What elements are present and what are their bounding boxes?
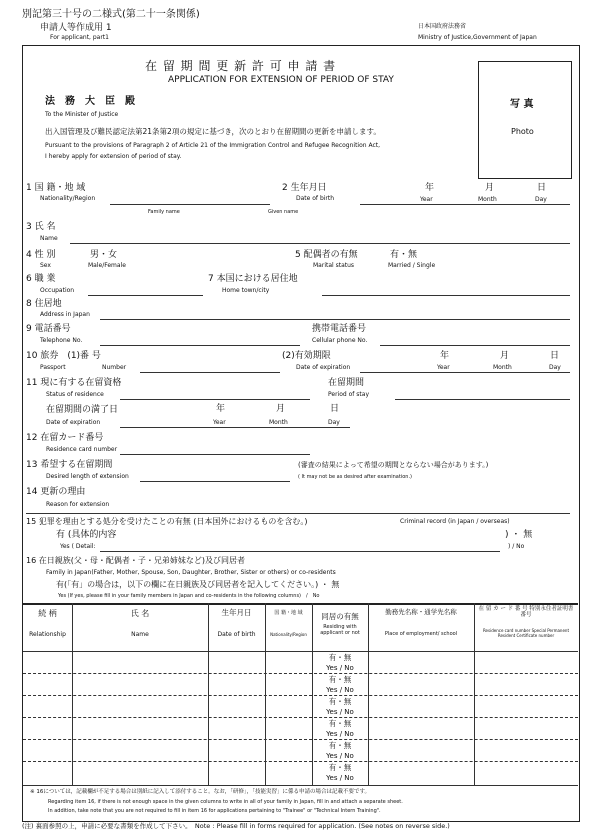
field15-no-en: ) / No <box>508 543 525 550</box>
field15-yes-jp[interactable]: 有 (具体的内容 <box>56 530 117 540</box>
row-cohab-jp[interactable]: 有・無 <box>328 741 352 750</box>
field8-line[interactable] <box>100 319 570 320</box>
f11-day-jp: 日 <box>330 404 340 414</box>
field2-label-jp: 2 生年月日 <box>282 183 327 193</box>
header-relationship-jp: 続 柄 <box>38 609 57 618</box>
field6-line[interactable] <box>88 295 203 296</box>
title-en: APPLICATION FOR EXTENSION OF PERIOD OF STAY <box>168 75 394 85</box>
table-bottom-line <box>23 785 578 786</box>
field12-label-en: Residence card number <box>46 446 118 453</box>
field9b-label-en: Cellular phone No. <box>312 337 368 344</box>
f10-year-en: Year <box>437 364 450 371</box>
footnote-1: ※ 16については，記載欄が不足する場合は別紙に記入して添付すること。なお，「研修」，「技能実習」に係る申請の場合は記載不要です。 <box>30 789 371 795</box>
row-divider <box>23 717 578 718</box>
field4-label-en: Sex <box>40 262 51 269</box>
field14-label-en: Reason for extension <box>46 501 110 508</box>
field13-label-en: Desired length of extension <box>46 473 129 480</box>
field13-line[interactable] <box>140 481 290 482</box>
field15-detail-line[interactable] <box>100 551 500 552</box>
field5-options[interactable]: 有・無 <box>390 250 418 260</box>
field15-label-jp: 15 犯罪を理由とする処分を受けたことの有無 (日本国外におけるものを含む。) <box>26 517 308 526</box>
field13-note-jp: (審査の結果によって希望の期間とならない場合があります。) <box>298 461 489 469</box>
field6-label-en: Occupation <box>40 287 75 294</box>
title-jp: 在 留 期 間 更 新 許 可 申 請 書 <box>145 59 337 73</box>
field4-options-en: Male/Female <box>88 262 126 269</box>
field11c-label-en: Date of expiration <box>46 419 101 426</box>
field10-number-en: Number <box>102 364 127 371</box>
field1-line[interactable] <box>110 204 270 205</box>
row-cohab-en: Yes / No <box>326 752 354 760</box>
field15-yes-en: Yes ( Detail: <box>60 543 96 550</box>
addressee-en: To the Minister of Justice <box>45 111 119 118</box>
f10-day-jp: 日 <box>550 351 560 361</box>
year-jp: 年 <box>425 183 435 193</box>
field11-line[interactable] <box>120 399 310 400</box>
field5-label-en: Marital status <box>313 262 355 269</box>
field15-label-en: Criminal record (in Japan / overseas) <box>400 518 510 525</box>
month-jp: 月 <box>485 183 495 193</box>
footnote-2: Regarding item 16, if there is not enough space in the given columns to write in all of your family in Japan, fill in and attach a separate sheet. <box>48 799 403 805</box>
field3-label-en: Name <box>40 235 58 242</box>
field13-label-jp: 13 希望する在留期間 <box>26 460 113 470</box>
field7-label-en: Home town/city <box>222 287 270 294</box>
field16-label-jp: 16 在日親族(父・母・配偶者・子・兄弟姉妹など)及び同居者 <box>26 556 245 565</box>
photo-en: Photo <box>511 127 534 136</box>
row-cohab-jp[interactable]: 有・無 <box>328 675 352 684</box>
row-cohab-en: Yes / No <box>326 708 354 716</box>
row-cohab-en: Yes / No <box>326 686 354 694</box>
row-divider <box>23 673 578 674</box>
header-employment-en: Place of employment/ school <box>384 631 458 637</box>
field3-line[interactable] <box>70 243 570 244</box>
header-card-jp: 在 留 カ ー ド 番 号 特別永住者証明書番号 <box>478 606 574 619</box>
field4-options[interactable]: 男・女 <box>90 250 118 260</box>
field15-no-jp[interactable]: ) ・ 無 <box>505 530 533 540</box>
field9-label-en: Telephone No. <box>40 337 83 344</box>
row-cohab-en: Yes / No <box>326 774 354 782</box>
field4-label-jp: 4 性 別 <box>26 250 56 260</box>
row-cohab-jp[interactable]: 有・無 <box>328 697 352 706</box>
header-cohab-en: Residing with applicant or not <box>320 624 360 636</box>
year-en: Year <box>420 196 433 203</box>
header-nationality-jp: 国 籍・地 域 <box>274 610 303 616</box>
field16-yesno-en: Yes (If yes, please fill in your family members in Japan and co-residents in the following columns) / No <box>58 593 320 599</box>
field7-label-jp: 7 本国における居住地 <box>208 274 298 284</box>
footnote-3: In addition, take note that you are not required to fill in item 16 for applications pertaining to "Trainee" or "Technical Intern Training". <box>48 808 381 814</box>
preamble-en2: I hereby apply for extension of period of stay. <box>45 153 182 160</box>
month-en: Month <box>478 196 497 203</box>
f11-day-en: Day <box>328 419 340 426</box>
f11-year-jp: 年 <box>216 404 226 414</box>
field9-label-jp: 9 電話番号 <box>26 324 71 334</box>
f10-month-en: Month <box>493 364 512 371</box>
table-col-divider <box>265 603 266 785</box>
header-name-jp: 氏 名 <box>130 609 150 618</box>
field8-label-en: Address in Japan <box>40 311 90 318</box>
row-cohab-jp[interactable]: 有・無 <box>328 653 352 662</box>
field16-label-en: Family in Japan(Father, Mother, Spouse, Son, Daughter, Brother, Sister or others) or co-residents <box>46 569 336 576</box>
field10b-label-en: Date of expiration <box>296 364 351 371</box>
field5-options-en: Married / Single <box>388 262 436 269</box>
field10-label-en: Passport <box>40 364 66 371</box>
row-cohab-jp[interactable]: 有・無 <box>328 719 352 728</box>
table-top-line <box>23 603 578 605</box>
field11-label-en: Status of residence <box>46 391 104 398</box>
field11b-label-en: Period of stay <box>328 391 370 398</box>
day-en: Day <box>535 196 547 203</box>
day-jp: 日 <box>537 183 547 193</box>
field14-label-jp: 14 更新の理由 <box>26 487 86 497</box>
header-nationality-en: Nationality/Region <box>270 632 307 637</box>
f11-month-en: Month <box>269 419 288 426</box>
header-name-en: Name <box>131 631 149 638</box>
photo-box <box>478 61 572 179</box>
gov-en: Ministry of Justice,Government of Japan <box>418 34 537 41</box>
field14-line[interactable] <box>26 513 570 514</box>
applicant-label-jp: 申請人等作成用 1 <box>40 23 112 33</box>
field11c-line[interactable] <box>120 427 350 428</box>
header-relationship-en: Relationship <box>29 631 66 638</box>
field10-label-jp: 10 旅券 (1)番 号 <box>26 351 101 361</box>
table-header-line <box>23 651 578 652</box>
table-col-divider <box>72 603 73 785</box>
f11-month-jp: 月 <box>276 404 286 414</box>
f10-year-jp: 年 <box>440 351 450 361</box>
field2-line[interactable] <box>360 204 570 205</box>
field10-line[interactable] <box>140 372 280 373</box>
applicant-label-en: For applicant, part1 <box>50 34 109 41</box>
field1-label-en: Nationality/Region <box>40 195 96 202</box>
field5-label-jp: 5 配偶者の有無 <box>295 250 358 260</box>
row-cohab-jp[interactable]: 有・無 <box>328 763 352 772</box>
field9b-line[interactable] <box>380 345 570 346</box>
field3-label-jp: 3 氏 名 <box>26 222 56 232</box>
field11b-label-jp: 在留期間 <box>328 378 365 388</box>
row-divider <box>23 739 578 740</box>
field7-line[interactable] <box>322 295 570 296</box>
header-dob-en: Date of birth <box>217 631 256 638</box>
field11b-line[interactable] <box>395 399 570 400</box>
field9b-label-jp: 携帯電話番号 <box>312 324 367 334</box>
field12-label-jp: 12 在留カード番号 <box>26 433 104 443</box>
preamble-jp: 出入国管理及び難民認定法第21条第2項の規定に基づき，次のとおり在留期間の更新を申請します。 <box>45 127 381 136</box>
row-cohab-en: Yes / No <box>326 664 354 672</box>
field12-line[interactable] <box>120 454 310 455</box>
preamble-en1: Pursuant to the provisions of Paragraph 2 of Article 21 of the Immigration Control and Refugee Recognition Act, <box>45 142 381 149</box>
field11-label-jp: 11 現に有する在留資格 <box>26 378 122 388</box>
field1-label-jp: 1 国 籍・地 域 <box>26 183 86 193</box>
row-divider <box>23 695 578 696</box>
field10b-label-jp: (2)有効期限 <box>282 351 331 361</box>
photo-jp: 写 真 <box>510 99 534 110</box>
f10-day-en: Day <box>549 364 561 371</box>
table-col-divider <box>208 603 209 785</box>
header-employment-jp: 勤務先名称・通学先名称 <box>385 608 457 616</box>
footnote-note: (注) 裏面参照の上，申請に必要な書類を作成して下さい。 Note : Please fill in forms required for application. (See notes on reverse side.) <box>22 822 450 830</box>
field13-note-en: ( It may not be as desired after examination.) <box>298 474 412 480</box>
field8-label-jp: 8 住居地 <box>26 299 62 309</box>
row-divider <box>23 761 578 762</box>
field16-yesno-jp[interactable]: 有(「有」の場合は，以下の欄に在日親族及び同居者を記入してください。) ・ 無 <box>56 580 340 589</box>
header-dob-jp: 生年月日 <box>221 608 252 617</box>
field11c-label-jp: 在留期間の満了日 <box>46 405 119 415</box>
row-cohab-en: Yes / No <box>326 730 354 738</box>
given-name-label: Given name <box>268 209 299 215</box>
addressee-jp: 法 務 大 臣 殿 <box>45 96 135 107</box>
gov-jp: 日本国政府法務省 <box>418 23 467 30</box>
f11-year-en: Year <box>213 419 226 426</box>
field9-line[interactable] <box>100 345 300 346</box>
header-card-en: Residence card number Special Permanent Resident Certificate number <box>482 628 570 638</box>
table-col-divider <box>368 603 369 785</box>
form-id: 別記第三十号の二様式(第二十一条関係) <box>22 9 200 20</box>
family-name-label: Family name <box>148 209 180 215</box>
field2-label-en: Date of birth <box>296 195 335 202</box>
table-col-divider <box>474 603 475 785</box>
header-cohab-jp: 同居の有無 <box>321 612 359 621</box>
f10-month-jp: 月 <box>500 351 510 361</box>
field6-label-jp: 6 職 業 <box>26 274 56 284</box>
field10b-line[interactable] <box>360 372 570 373</box>
